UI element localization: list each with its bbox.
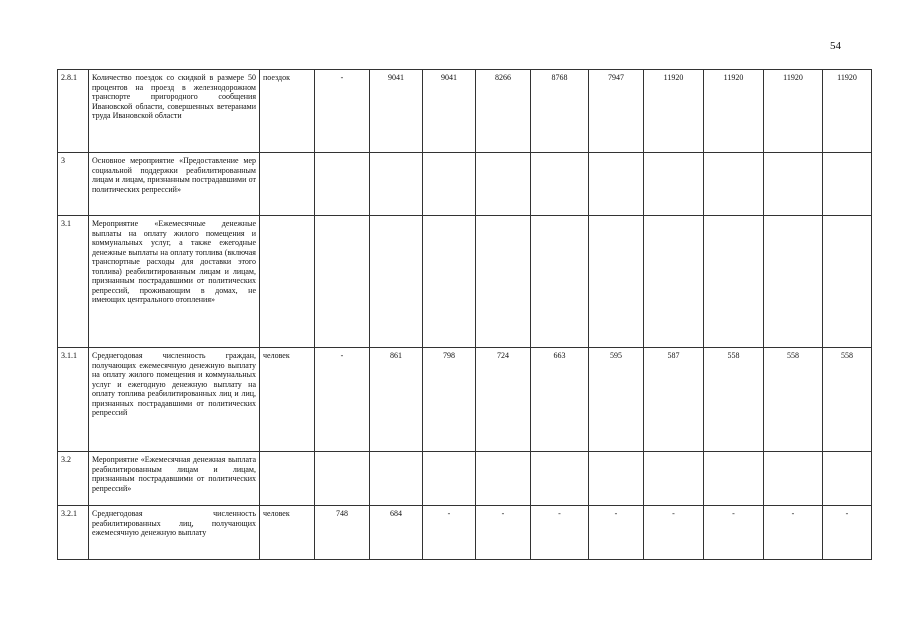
row-name: Среднегодовая численность граждан, получающих ежемесячную денежную выплату на оплату жилого помещения и коммунальных услуг и ежегодную денежную выплату на оплату топлива реабилитированных лиц и лиц, признанных пострадавшими от политических репрессий [89, 348, 260, 452]
row-value [704, 216, 764, 348]
row-value: 748 [315, 506, 370, 560]
row-value [589, 216, 644, 348]
row-number: 3.2.1 [58, 506, 89, 560]
row-value: 558 [823, 348, 872, 452]
row-value [476, 216, 531, 348]
row-value: - [423, 506, 476, 560]
row-value: 798 [423, 348, 476, 452]
row-value [589, 452, 644, 506]
row-value [531, 153, 589, 216]
row-value [476, 153, 531, 216]
table-row [58, 153, 872, 216]
row-number: 3.1 [58, 216, 89, 348]
row-value [370, 153, 423, 216]
row-unit: поездок [260, 70, 315, 153]
row-value [589, 153, 644, 216]
row-value: 724 [476, 348, 531, 452]
row-name: Количество поездок со скидкой в размере 50 процентов на проезд в железнодорожном транспорте пригородного сообщения Ивановской области, совершенных ветеранами труда Ивановской области [89, 70, 260, 153]
table-row [58, 506, 872, 560]
row-value: 7947 [589, 70, 644, 153]
row-value: 861 [370, 348, 423, 452]
row-unit: человек [260, 348, 315, 452]
row-value [423, 452, 476, 506]
row-value [531, 452, 589, 506]
row-value: 587 [644, 348, 704, 452]
page-number: 54 [830, 40, 841, 52]
row-value [764, 452, 823, 506]
row-value [370, 216, 423, 348]
row-value: 9041 [423, 70, 476, 153]
row-value [315, 452, 370, 506]
row-name: Основное мероприятие «Предоставление мер социальной поддержки реабилитированным лицам и лицам, признанным пострадавшими от политических репрессий» [89, 153, 260, 216]
row-value [315, 153, 370, 216]
row-value: 558 [704, 348, 764, 452]
table-row [58, 216, 872, 348]
row-unit [260, 452, 315, 506]
row-value: 595 [589, 348, 644, 452]
row-value: 558 [764, 348, 823, 452]
row-value: - [704, 506, 764, 560]
row-value: - [589, 506, 644, 560]
row-value: 8768 [531, 70, 589, 153]
row-value [315, 216, 370, 348]
row-value: 9041 [370, 70, 423, 153]
row-value: 8266 [476, 70, 531, 153]
row-value [823, 452, 872, 506]
row-value: - [531, 506, 589, 560]
row-value [644, 153, 704, 216]
row-value [370, 452, 423, 506]
indicators-table [57, 69, 872, 560]
row-value [823, 153, 872, 216]
table-row [58, 348, 872, 452]
row-value [704, 452, 764, 506]
row-value: - [823, 506, 872, 560]
row-value [764, 153, 823, 216]
row-value [823, 216, 872, 348]
row-name: Мероприятие «Ежемесячные денежные выплаты на оплату жилого помещения и коммунальных услуг, а также ежегодные денежные выплаты на оплату топлива (включая транспортные расходы для доставки этого топлива) реабилитированным лицам и лицам, признанным пострадавшими от политических репрессий, проживающим в домах, не имеющих центрального отопления» [89, 216, 260, 348]
row-unit: человек [260, 506, 315, 560]
row-value [644, 452, 704, 506]
row-value [644, 216, 704, 348]
row-value [476, 452, 531, 506]
row-value: 11920 [764, 70, 823, 153]
row-value [423, 216, 476, 348]
row-number: 2.8.1 [58, 70, 89, 153]
row-value: - [644, 506, 704, 560]
row-value [531, 216, 589, 348]
row-number: 3 [58, 153, 89, 216]
row-name: Среднегодовая численность реабилитированных лиц, получающих ежемесячную денежную выплату [89, 506, 260, 560]
row-unit [260, 216, 315, 348]
table-row [58, 452, 872, 506]
row-value: - [476, 506, 531, 560]
row-value: 11920 [644, 70, 704, 153]
row-value [764, 216, 823, 348]
row-value: 663 [531, 348, 589, 452]
row-number: 3.1.1 [58, 348, 89, 452]
table-row [58, 70, 872, 153]
row-name: Мероприятие «Ежемесячная денежная выплата реабилитированным лицам и лицам, признанным пострадавшими от политических репрессий» [89, 452, 260, 506]
row-number: 3.2 [58, 452, 89, 506]
row-value: 11920 [823, 70, 872, 153]
row-value: - [315, 348, 370, 452]
row-value [423, 153, 476, 216]
row-value: - [315, 70, 370, 153]
row-value: 684 [370, 506, 423, 560]
row-value [704, 153, 764, 216]
row-value: 11920 [704, 70, 764, 153]
row-value: - [764, 506, 823, 560]
row-unit [260, 153, 315, 216]
